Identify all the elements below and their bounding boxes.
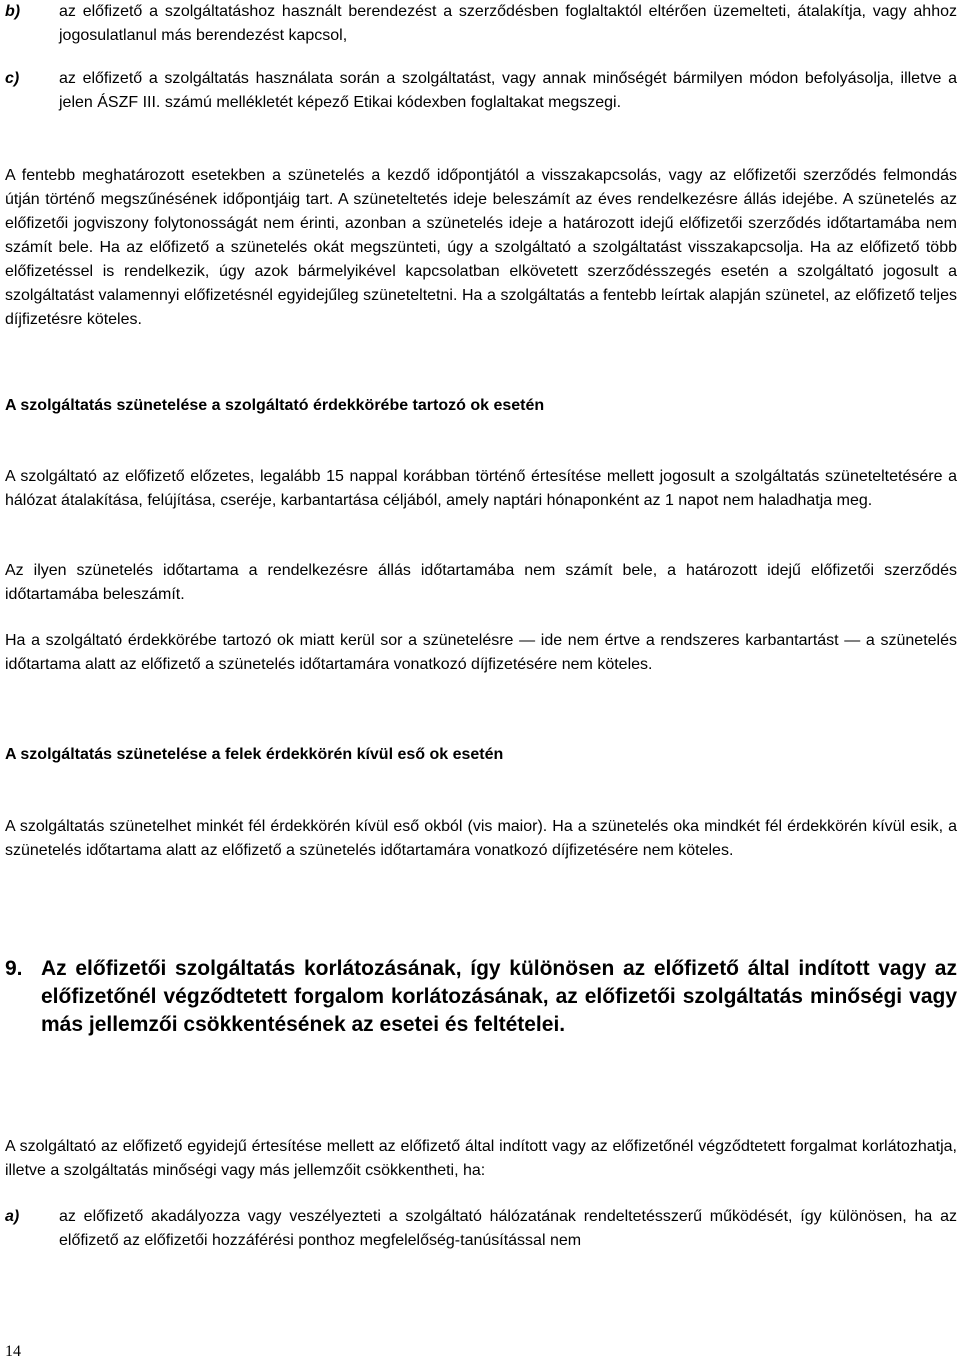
list-item-text: az előfizető a szolgáltatáshoz használt berendezést a szerződésben foglaltaktól eltérően üzemelteti, átalakítja, vagy ahhoz jogosulatlanul más berendezést kapcsol, xyxy=(59,3,957,44)
list-item-b xyxy=(5,0,957,48)
section-title: Az előfizetői szolgáltatás korlátozásának, így különösen az előfizető által indított vagy az előfizetőnél végződtetett forgalom korlátozásának, az előfizetői szolgáltatás minőségi vagy más jellemzői csökkentésének az esetei és feltételei. xyxy=(41,957,957,1036)
list-item-text: az előfizető a szolgáltatás használata során a szolgáltatást, vagy annak minőségét bármilyen módon befolyásolja, illetve a jelen ÁSZF III. számú mellékletét képező Etikai kódexben foglaltakat megszegi. xyxy=(59,70,957,111)
paragraph-suspension-duration: A fentebb meghatározott esetekben a szünetelés a kezdő időpontjától a visszakapcsolás, vagy az előfizetői szerződés felmondás útján történő megszűnésének időpontjáig tart. A szüneteltetés ideje beleszámít az éves rendelkezésre állás idejébe. A szünetelés az előfizetői jogviszony folytonosságát nem érinti, azonban a szünetelés ideje a határozott idejű előfizetői szerződés időtartamába nem számít bele. Ha az előfizető a szünetelés okát megszünteti, úgy a szolgáltató a szolgáltatást visszakapcsolja. Ha az előfizető több előfizetéssel is rendelkezik, úgy azok bármelyikével kapcsolatban elkövetett szerződésszegés esetén a szolgáltató jogosult a szolgáltatást valamennyi előfizetésnél egyidejűleg szüneteltetni. Ha a szolgáltatás a fentebb leírtak alapján szünetel, az előfizető teljes díjfizetésre köteles. xyxy=(5,167,957,328)
section-heading-9 xyxy=(5,955,957,1039)
section-number: 9. xyxy=(5,957,23,980)
list-item-a xyxy=(5,1205,957,1253)
paragraph-limitation-conditions: A szolgáltató az előfizető egyidejű értesítése mellett az előfizető által indított vagy az előfizetőnél végződtetett forgalmat korlátozhatja, illetve a szolgáltatás minőségi vagy más jellemzőit csökkentheti, ha: xyxy=(5,1138,957,1179)
page-number: 14 xyxy=(5,1343,21,1360)
list-marker: a) xyxy=(5,1208,20,1225)
paragraph-provider-notice: A szolgáltató az előfizető előzetes, legalább 15 nappal korábban történő értesítése mellett jogosult a szolgáltatás szüneteltetésére a hálózat átalakítása, felújítása, cseréje, karbantartása céljából, amely naptári hónaponként az 1 napot nem haladhatja meg. xyxy=(5,468,957,509)
list-item-c xyxy=(5,67,957,115)
paragraph-vis-maior: A szolgáltatás szünetelhet minkét fél érdekkörén kívül eső okból (vis maior). Ha a szünetelés oka mindkét fél érdekkörén kívül esik, a szünetelés időtartama alatt az előfizető a szünetelés időtartamára vonatkozó díjfizetésére nem köteles. xyxy=(5,818,957,859)
list-item-text: az előfizető akadályozza vagy veszélyezteti a szolgáltató hálózatának rendeltetésszerű működését, így különösen, ha az előfizető az előfizetői hozzáférési ponthoz megfelelőség-tanúsítással nem xyxy=(59,1208,957,1249)
list-marker: b) xyxy=(5,3,21,20)
paragraph-provider-fees: Ha a szolgáltató érdekkörébe tartozó ok miatt kerül sor a szünetelésre — ide nem értve a rendszeres karbantartást — a szünetelés időtartama alatt az előfizető a szünetelés időtartamára vonatkozó díjfizetésére nem köteles. xyxy=(5,632,957,673)
paragraph-provider-availability: Az ilyen szünetelés időtartama a rendelkezésre állás időtartamába nem számít bele, a határozott idejű előfizetői szerződés időtartamába beleszámít. xyxy=(5,562,957,603)
heading-provider-suspension: A szolgáltatás szünetelése a szolgáltató érdekkörébe tartozó ok esetén xyxy=(5,397,545,414)
heading-external-suspension: A szolgáltatás szünetelése a felek érdekkörén kívül eső ok esetén xyxy=(5,746,504,763)
list-marker: c) xyxy=(5,70,20,87)
